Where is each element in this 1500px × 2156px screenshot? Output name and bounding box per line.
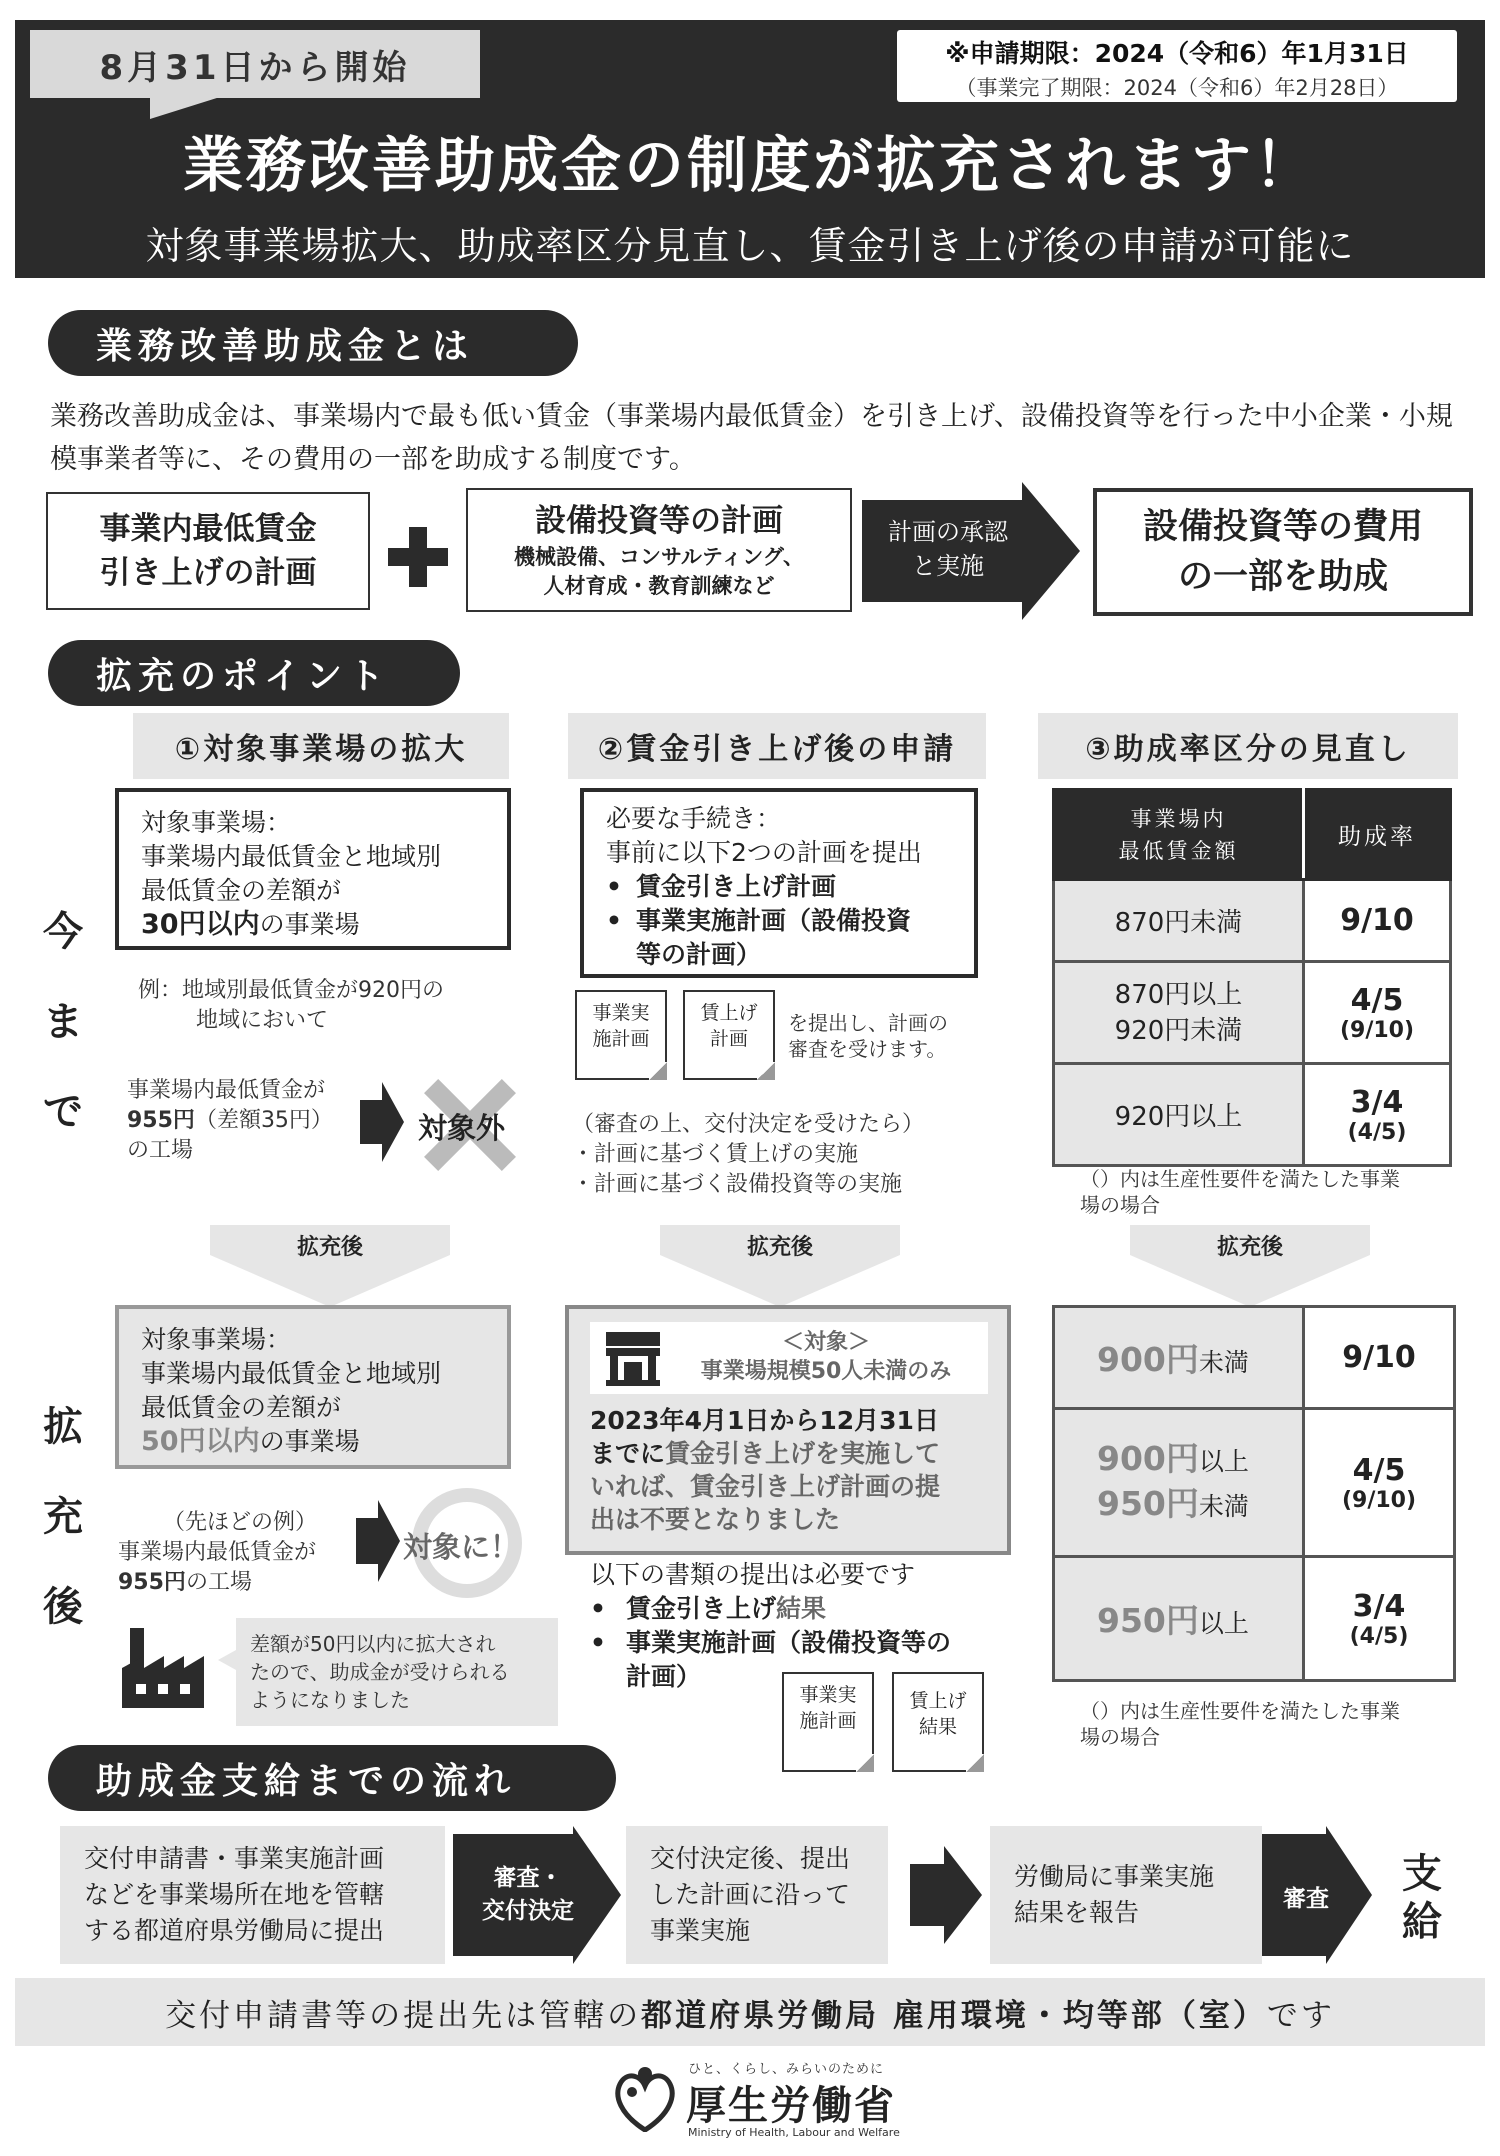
rate-row-wage [1054,1307,1304,1409]
rate-suffix: 未満 [1198,1348,1249,1377]
p2-before-line2: 事前に以下2つの計画を提出 [606,838,922,867]
footer-text-a: 交付申請書等の提出先は管轄の [165,1997,642,2034]
p2-item1: ・計画に基づく賃上げの実施 [572,1142,859,1167]
ministry-tagline: ひと、くらし、みらいのために [688,2062,885,2077]
p1-after-diff: 50円以内 [141,1426,260,1457]
p2-need-line1: 以下の書類の提出は必要です [590,1560,916,1589]
p1-before-line3: 最低賃金の差額が [141,876,342,905]
page-subtitle: 対象事業場拡大、助成率区分見直し、賃金引き上げ後の申請が可能に [145,224,1355,268]
rate-value: 3/4 [1350,1084,1404,1120]
rate-note-before [1080,1166,1400,1218]
deadline-box [897,30,1457,102]
rate-row [1054,1409,1455,1557]
start-date-label: 8月31日から開始 [30,30,480,98]
p1-after-case [118,1508,317,1598]
p2-need-bullet1b: 結果 [776,1594,827,1623]
p1-note [250,1630,510,1714]
rate-value: 9/10 [1340,903,1414,938]
rate-row [1054,962,1451,1064]
doc-wage-plan-line2: 計画 [709,1028,748,1050]
submission-footer [15,1978,1485,2046]
p1-after-line1: 対象事業場： [141,1325,292,1354]
p2-before-bullet2b: 等の計画） [636,940,762,969]
p1-before-line2: 事業場内最低賃金と地域別 [141,842,442,871]
flow-arrow-2 [910,1846,982,1944]
p1-note-line3: ようになりました [250,1688,410,1712]
equipment-plan-detail2: 人材育成・教育訓練など [543,574,775,598]
doc-plan-icon [575,990,667,1080]
approval-arrow-label [868,515,1028,583]
expand-label-3: 拡充後 [1216,1235,1283,1260]
p2-before-line1: 必要な手続き： [606,804,782,833]
side-after-2: 充 [43,1494,83,1540]
p1-after-line2: 事業場内最低賃金と地域別 [141,1359,442,1388]
ministry-logo-icon [612,2062,678,2132]
flow-heading: 助成金支給までの流れ [48,1745,616,1811]
side-before-3: で [43,1089,83,1135]
rate-value: 9/10 [1342,1340,1416,1375]
doc-plan-line1: 事業実 [592,1002,650,1024]
p2-doc-text-line1: を提出し、計画の [788,1011,948,1035]
rate-suffix: 以上 [1198,1446,1249,1476]
p1-after-case-line1: （先ほどの例） [163,1510,318,1535]
p1-before-arrow [360,1082,404,1162]
p1-after-arrow [356,1500,400,1582]
doc-wage-result-line2: 結果 [918,1716,957,1738]
p2-after-line2b: 賃金引き上げを実施して [665,1439,941,1468]
approval-label-line1: 計画の承認 [888,518,1008,546]
flow-step2 [626,1826,888,1964]
equipment-plan-title: 設備投資等の計画 [535,503,783,539]
p2-after-decision [572,1110,924,1200]
flow-step1-line2: などを事業場所在地を管轄 [84,1880,385,1909]
application-deadline: ※申請期限：2024（令和6）年1月31日 [945,39,1409,68]
p1-after-case-amount: 955円 [118,1570,186,1595]
factory-icon [122,1628,204,1710]
points-heading: 拡充のポイント [48,640,460,706]
subsidy-result-line1: 設備投資等の費用 [1142,507,1423,547]
flow-step2-line2: した計画に沿って [650,1880,851,1909]
p1-before-diff: 30円以内 [141,909,260,940]
p1-after-line3: 最低賃金の差額が [141,1393,342,1422]
rate-note-after [1080,1698,1400,1750]
p1-after-tail: の事業場 [259,1427,360,1456]
side-after-1: 拡 [43,1404,83,1450]
p2-before-box: 必要な手続き： 事前に以下2つの計画を提出 • 賃金引き上げ計画 • 事業実施計画（設備投資 等の計画） [580,788,978,978]
rate-amount-2: 950円 [1097,1483,1199,1523]
subsidy-result-line2: の一部を助成 [1177,557,1388,597]
p1-after-box [115,1305,511,1469]
p2-decision-line: （審査の上、交付決定を受けたら） [572,1112,925,1137]
p1-before-line1: 対象事業場： [141,808,292,837]
rate-amount: 900円 [1097,1438,1199,1478]
p2-item2: ・計画に基づく設備投資等の実施 [572,1172,903,1197]
p1-after-case-line2: 事業場内最低賃金が [118,1540,317,1565]
rate-col-rate: 助成率 [1304,790,1451,880]
p2-target-line2: 事業場規模50人未満のみ [700,1359,952,1384]
rate-sub: (9/10) [1339,1017,1415,1043]
p2-after-line3: いれば、賃金引き上げ計画の提 [590,1472,941,1501]
doc-wage-result-line1: 賃上げ [909,1690,967,1712]
rate-row-wage [1054,962,1304,1064]
doc-wage-plan-line1: 賃上げ [700,1002,758,1024]
rate-row-wage [1054,1409,1304,1557]
p2-need-list: 以下の書類の提出は必要です • 賃金引き上げ結果 • 事業実施計画（設備投資等の 計画） [590,1558,951,1694]
rate-value: 4/5 [1352,1452,1406,1488]
equipment-plan-box [466,488,852,612]
shop-icon [604,1330,662,1388]
wage-plan-line2: 引き上げの計画 [99,555,317,591]
rate-suffix: 以上 [1198,1609,1249,1638]
wage-plan-box [46,492,370,610]
p1-case-line1: 事業場内最低賃金が [127,1078,326,1103]
rate-row-wage [1054,1557,1304,1681]
p2-need-bullet1a: 賃金引き上げ [626,1594,777,1623]
rate-col-wage [1054,790,1304,880]
start-label-tail [150,97,220,119]
p2-after-line1: 2023年4月1日から12月31日 [590,1406,939,1435]
flow-final-line2: 給 [1402,1899,1442,1945]
rate-col-wage-line1: 事業場内 [1130,806,1227,831]
equipment-plan-detail1: 機械設備、コンサルティング、 [513,545,804,569]
p2-after-line4: 出は不要となりました [590,1505,841,1534]
p2-target [676,1328,976,1386]
plus-icon [388,527,448,587]
doc-wage-result-icon [892,1672,984,1772]
rate-note-line1: （）内は生産性要件を満たした事業 [1080,1699,1400,1723]
page-title: 業務改善助成金の制度が拡充されます！ [183,131,1317,201]
ministry-name: 厚生労働省 [686,2083,896,2129]
rate-amount: 900円 [1097,1340,1199,1379]
rate-amount: 950円 [1097,1601,1199,1640]
p2-need-bullet2b: 計画） [626,1662,702,1691]
included-label: 対象に！ [403,1530,520,1564]
p2-after-text [590,1404,940,1536]
flow-step3 [990,1826,1262,1964]
flow-arrow-3-label: 審査 [1283,1886,1329,1912]
flow-step3-line1: 労働局に事業実施 [1014,1862,1215,1891]
p1-case [127,1076,333,1166]
flow-arrow-1-label [458,1862,598,1928]
p2-doc-text [788,1010,948,1062]
excluded-label: 対象外 [418,1111,506,1145]
footer-text-b: です [1266,1997,1335,2034]
side-before-2: ま [43,999,83,1045]
side-before-1: 今 [43,909,83,955]
rate-value: 3/4 [1352,1588,1406,1624]
flow-arrow1-line2: 交付決定 [482,1898,574,1924]
rate-sub: (4/5) [1347,1119,1407,1145]
p1-example-line1: 例：地域別最低賃金が920円の [138,978,444,1003]
ministry-en: Ministry of Health, Labour and Welfare [688,2126,900,2139]
flow-step1 [60,1826,445,1964]
p1-example [138,976,444,1036]
rate-table-after [1052,1305,1456,1682]
rate-row [1054,1307,1455,1409]
rate-wage-a: 870円未満 [1114,908,1243,938]
p1-note-line1: 差額が50円以内に拡大され [250,1632,496,1656]
rate-wage-a: 870円以上 [1114,979,1243,1010]
rate-sub: (9/10) [1341,1487,1417,1513]
footer-text-bold: 都道府県労働局 雇用環境・均等部（室） [641,1997,1267,2034]
doc-plan2-line2: 施計画 [799,1710,857,1732]
point3-title: ③助成率区分の見直し [1038,713,1458,779]
subsidy-result-box [1093,488,1473,616]
rate-wage-a: 920円以上 [1114,1102,1243,1132]
rate-suffix-2: 未満 [1198,1491,1249,1521]
p2-doc-text-line2: 審査を受けます。 [788,1037,947,1061]
p2-after-line2a: までに [590,1439,666,1468]
flow-step2-line1: 交付決定後、提出 [650,1844,851,1873]
doc-plan-line2: 施計画 [592,1028,650,1050]
side-after-3: 後 [43,1584,83,1630]
p1-case-amount: 955円 [127,1108,195,1133]
flow-step1-line3: する都道府県労働局に提出 [84,1916,385,1945]
flow-arrow1-line1: 審査・ [493,1865,563,1891]
wage-plan-line1: 事業内最低賃金 [99,511,317,547]
p1-before-box [115,788,511,950]
expand-label-1: 拡充後 [296,1235,363,1260]
p1-before-tail: の事業場 [259,910,360,939]
flow-step1-line1: 交付申請書・事業実施計画 [84,1844,385,1873]
p2-before-bullet1: 賃金引き上げ計画 [636,872,837,901]
p1-after-case-tail: の工場 [185,1570,252,1595]
rate-row-wage [1054,1064,1304,1166]
doc-plan2-line1: 事業実 [799,1684,857,1706]
flow-final-line1: 支 [1402,1851,1442,1897]
p2-need-bullet2a: 事業実施計画（設備投資等の [626,1628,952,1657]
completion-deadline: （事業完了期限：2024（令和6）年2月28日） [955,76,1399,100]
rate-note-line2: 場の場合 [1080,1725,1160,1749]
flow-step2-line3: 事業実施 [650,1916,751,1945]
about-description: 業務改善助成金は、事業場内で最も低い賃金（事業場内最低賃金）を引き上げ、設備投資等を行った中小企業・小規模事業者等に、その費用の一部を助成する制度です。 [50,401,1453,475]
rate-row-wage [1054,880,1304,962]
flow-step3-line2: 結果を報告 [1014,1898,1140,1927]
approval-label-line2: と実施 [912,552,984,580]
p1-case-line3: の工場 [127,1138,194,1163]
p1-example-line2: 地域において [196,1008,329,1033]
rate-wage-b: 920円未満 [1114,1015,1243,1046]
about-heading: 業務改善助成金とは [48,310,578,376]
rate-table-before [1052,788,1452,1167]
doc-wage-plan-icon [683,990,775,1080]
rate-value: 4/5 [1350,982,1404,1018]
p2-before-bullet2a: 事業実施計画（設備投資 [636,906,912,935]
expand-label-2: 拡充後 [746,1235,813,1260]
flow-final [1382,1850,1462,1946]
rate-row [1054,880,1451,962]
p1-note-line2: たので、助成金が受けられる [250,1660,510,1684]
rate-note-line2: 場の場合 [1080,1193,1160,1217]
doc-plan-icon-2 [782,1672,874,1772]
p2-target-line1: ＜対象＞ [781,1330,870,1355]
rate-row [1054,1557,1455,1681]
rate-col-wage-line2: 最低賃金額 [1118,838,1239,863]
rate-row [1054,1064,1451,1166]
point1-title: ①対象事業場の拡大 [133,713,509,779]
p1-case-diff: （差額35円） [194,1108,333,1133]
rate-sub: (4/5) [1349,1623,1409,1649]
point2-title: ②賃金引き上げ後の申請 [568,713,986,779]
rate-note-line1: （）内は生産性要件を満たした事業 [1080,1167,1400,1191]
